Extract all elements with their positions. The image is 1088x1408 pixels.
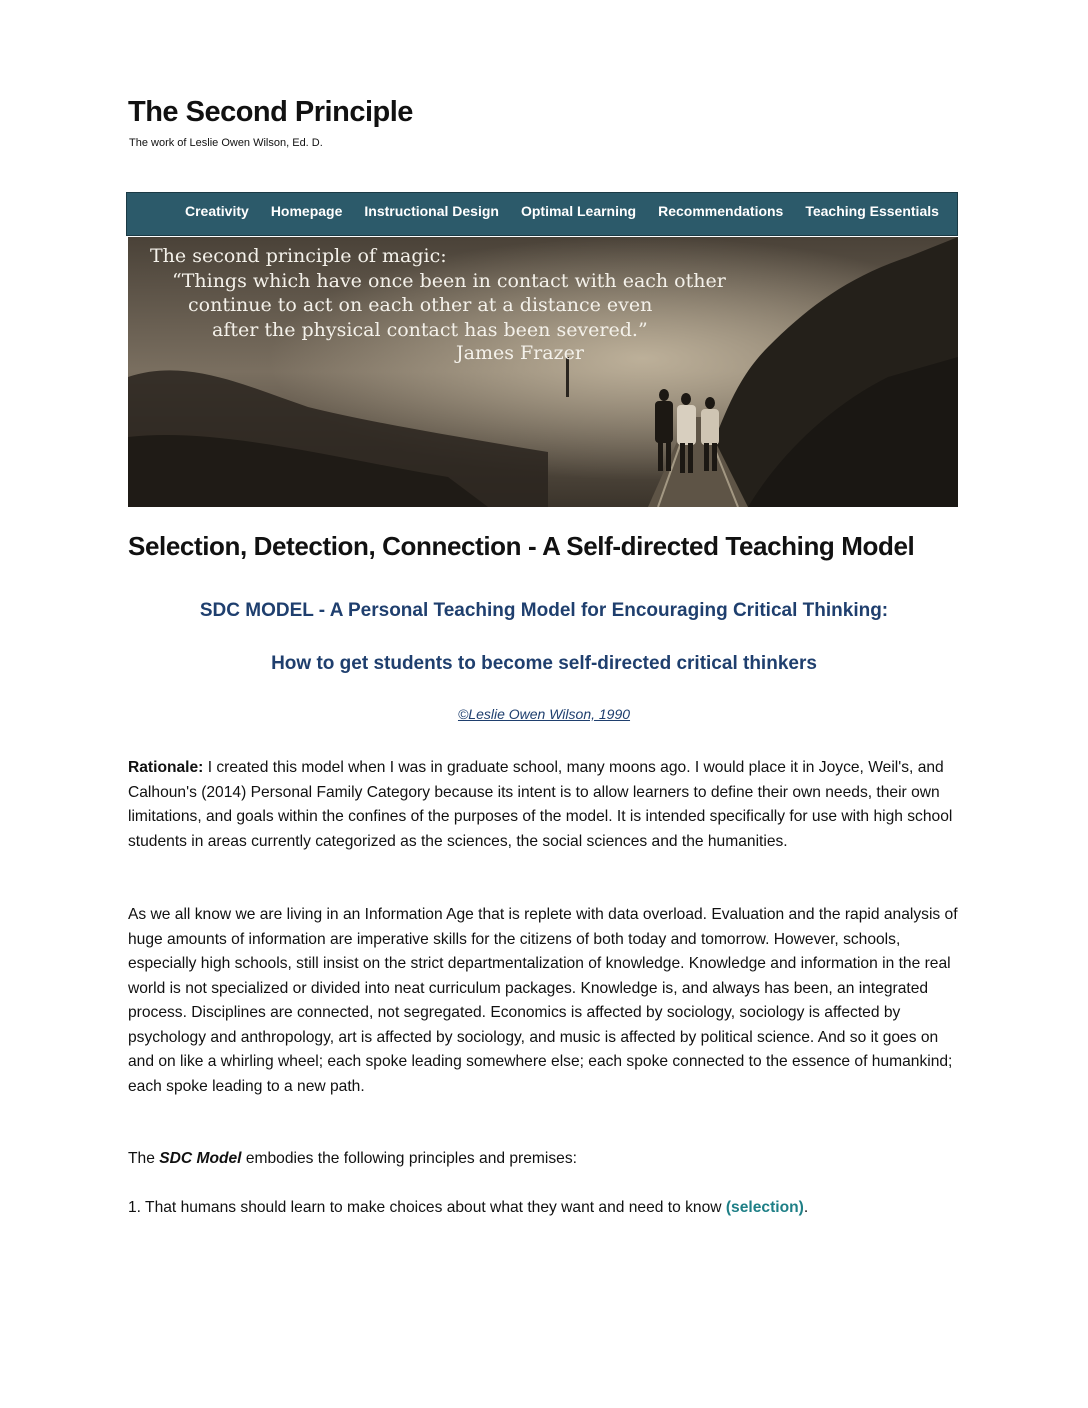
information-age-paragraph: As we all know we are living in an Information Age that is replete with data overload. Evaluation and the rapid analysis of huge amounts of information are imperative skills for the citizens of both today and tomorrow. However, schools, especially high schools, still insist on the strict departmentalization of knowledge. Knowledge and information in the real world is not specialized or divided into neat curriculum packages. Knowledge is, and always has been, an integrated process. Disciplines are connected, not segregated. Economics is affected by sociology, sociology is affected by psychology and anthropology, art is affected by sociology, and music is affected by political science. And so it goes on and on like a whirling wheel; each spoke leading somewhere else; each spoke connected to the essence of humankind; each spoke leading to a new path. [128, 906, 958, 1095]
article-title: Selection, Detection, Connection - A Self-directed Teaching Model [128, 531, 915, 561]
hero-quote-line-2: “Things which have once been in contact with each other [172, 270, 726, 292]
hero-quote [128, 237, 958, 507]
sdc-model-emphasis: SDC Model [159, 1150, 242, 1167]
hero-quote-line-4: after the physical contact has been severed.” [212, 319, 648, 341]
principles-intro [128, 1147, 958, 1172]
selection-highlight: (selection) [725, 1199, 804, 1216]
nav-item-instructional-design[interactable]: Instructional Design [364, 203, 499, 219]
nav-item-teaching-essentials[interactable]: Teaching Essentials [805, 203, 939, 219]
nav-item-recommendations[interactable]: Recommendations [658, 203, 784, 219]
rationale-paragraph [128, 756, 958, 854]
nav-item-homepage[interactable]: Homepage [270, 203, 343, 219]
principles-suffix: embodies the following principles and premises: [241, 1150, 577, 1167]
principles-prefix: The [128, 1150, 160, 1167]
principle-item-1 [128, 1196, 958, 1221]
rationale-text: I created this model when I was in graduate school, many moons ago. I would place it in Joyce, Weil's, and Calhoun's (2014) Personal Family Category because its intent is to allow learners to define their own needs, their own limitations, and goals within the confines of the purposes of the model. It is intended specifically for use with high school students in areas currently categorized as the sciences, the social sciences and the humanities. [128, 759, 953, 850]
site-subtitle: The work of Leslie Owen Wilson, Ed. D. [129, 137, 323, 149]
principle-item-1-end: . [803, 1199, 809, 1216]
nav-item-optimal-learning[interactable]: Optimal Learning [520, 203, 637, 219]
hero-banner [128, 237, 958, 507]
nav-list [185, 203, 961, 219]
article-subtitle-2: How to get students to become self-directed critical thinkers [271, 653, 817, 674]
hero-quote-author: James Frazer [456, 342, 584, 364]
hero-quote-line-3: continue to act on each other at a distance even [188, 294, 653, 316]
hero-quote-line-1: The second principle of magic: [150, 245, 447, 267]
rationale-label: Rationale: [128, 759, 204, 776]
site-title[interactable]: The Second Principle [128, 96, 413, 128]
nav-item-creativity[interactable]: Creativity [185, 203, 249, 219]
copyright-link[interactable]: ©Leslie Owen Wilson, 1990 [457, 706, 631, 722]
article-subtitle-1: SDC MODEL - A Personal Teaching Model for Encouraging Critical Thinking: [199, 600, 889, 621]
nav-bar [126, 192, 958, 236]
principle-item-1-text: 1. That humans should learn to make choices about what they want and need to know [128, 1199, 726, 1216]
